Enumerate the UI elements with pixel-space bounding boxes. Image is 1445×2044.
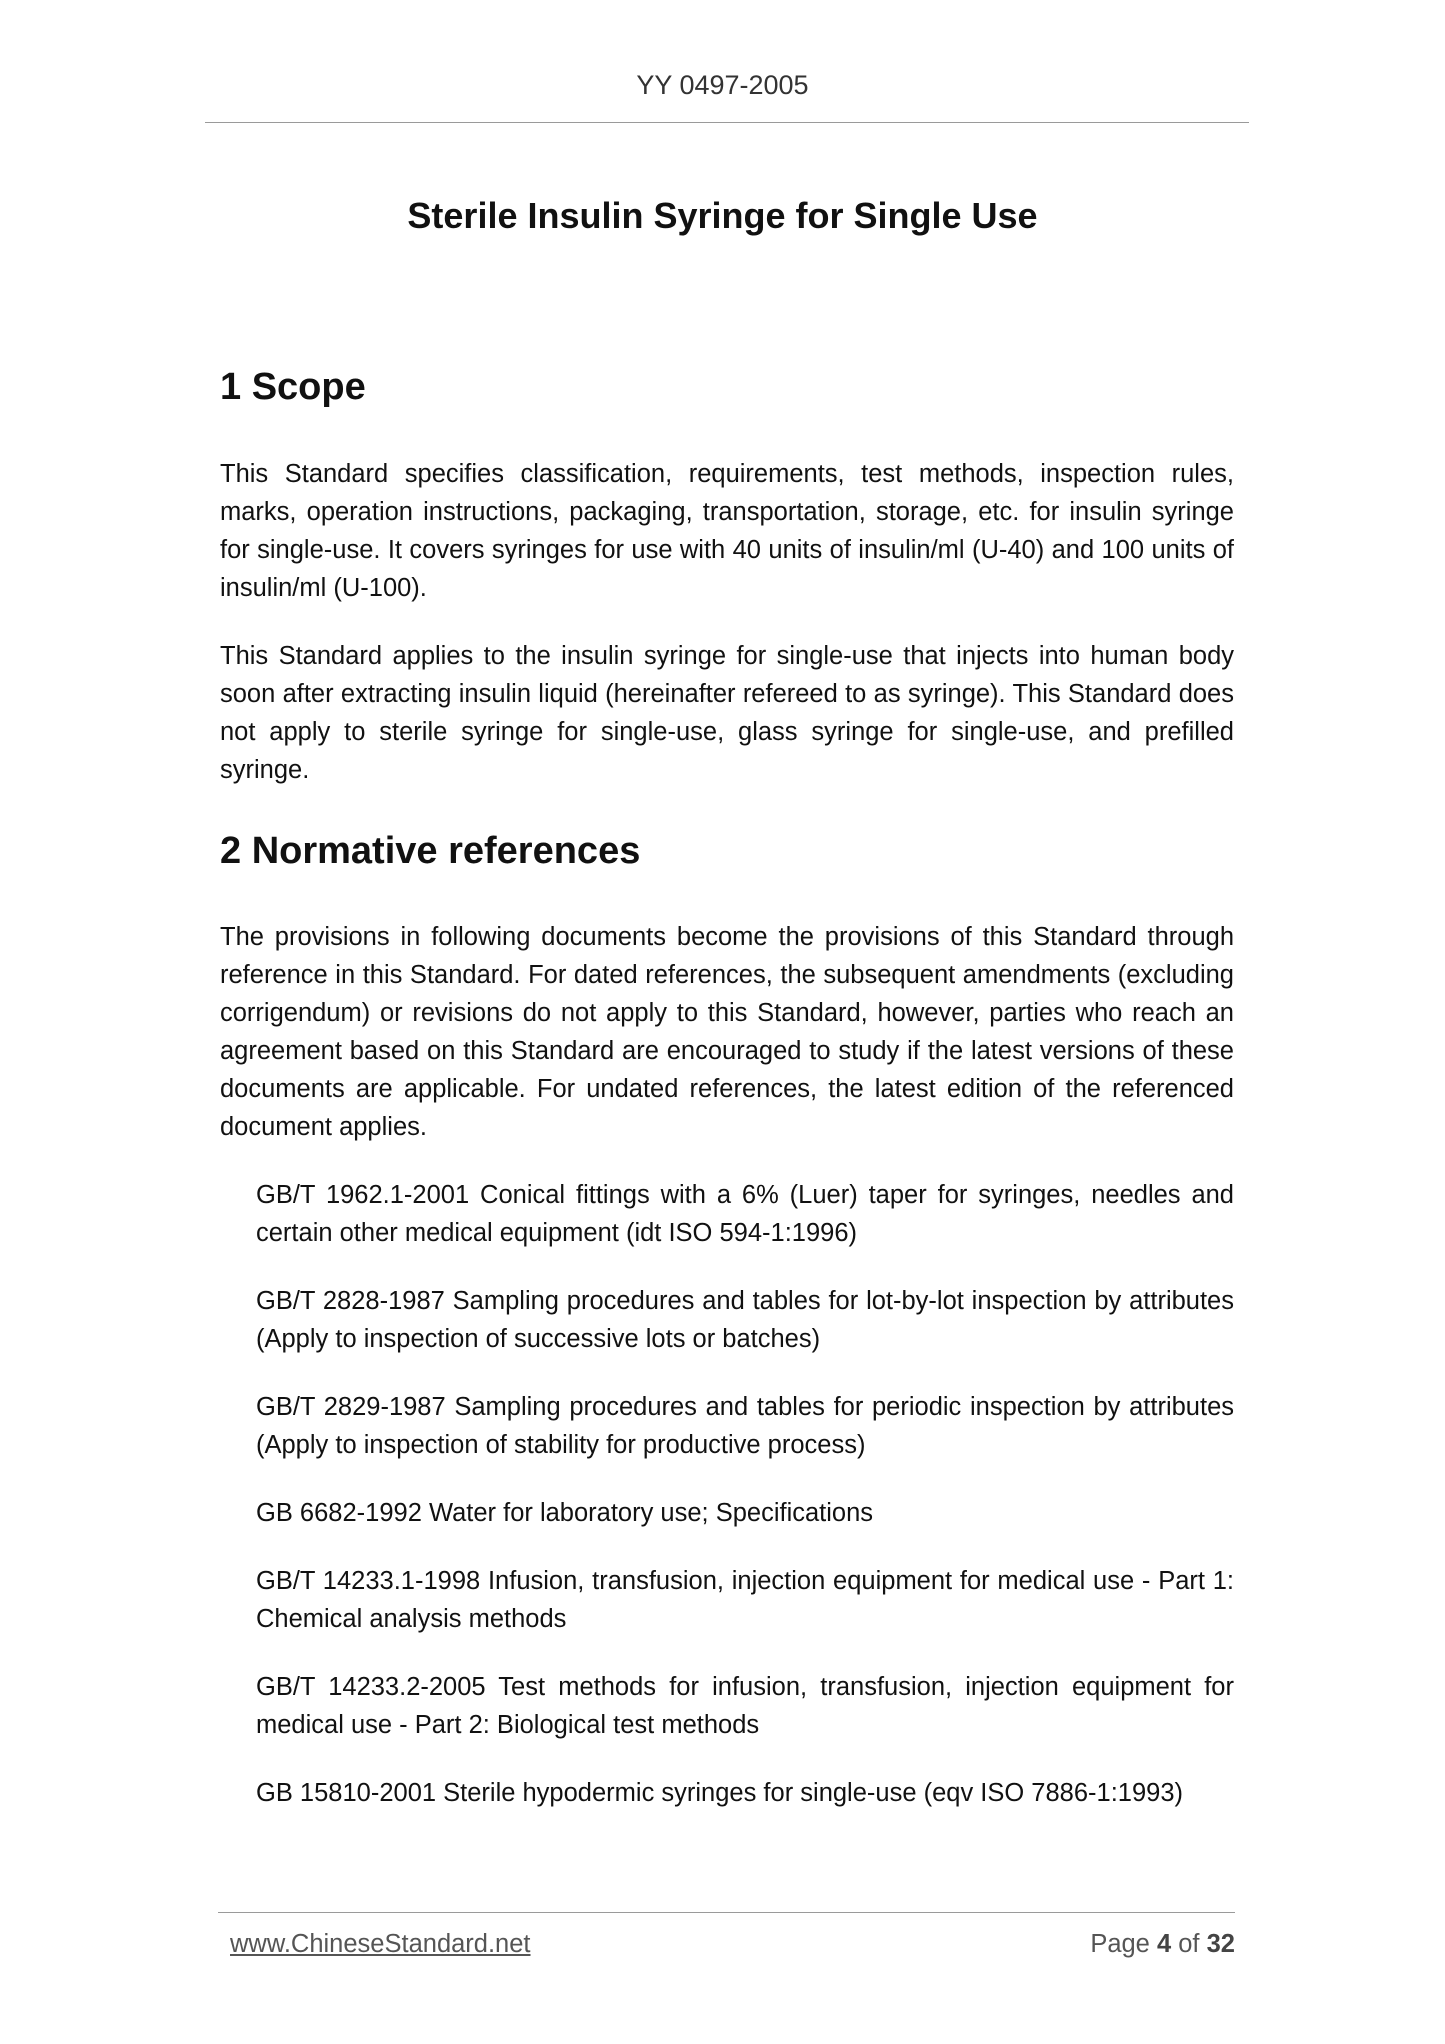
section-normative-references xyxy=(220,829,1234,1813)
reference-item: GB/T 14233.1-1998 Infusion, transfusion, injection equipment for medical use - Part 1: Chemical analysis methods xyxy=(256,1567,1234,1634)
scope-paragraph: This Standard specifies classification, requirements, test methods, inspection rules, marks, operation instructions, packaging, transportation, storage, etc. for insulin syringe for single-use. It covers syringes for use with 40 units of insulin/ml (U-40) and 100 units of insulin/ml (U-100). xyxy=(220,459,1234,602)
page-number xyxy=(1090,1930,1235,1959)
section-scope xyxy=(220,365,1234,789)
document-title: Sterile Insulin Syringe for Single Use xyxy=(407,195,1038,236)
reference-list xyxy=(220,1176,1234,1812)
references-intro-paragraph: The provisions in following documents become the provisions of this Standard through reference in this Standard. For dated references, the subsequent amendments (excluding corrigendum) or revisions do not apply to this Standard, however, parties who reach an agreement based on this Standard are encouraged to study if the latest versions of these documents are applicable. For undated references, the latest edition of the referenced document applies. xyxy=(220,923,1234,1142)
section-heading-normative-references: 2 Normative references xyxy=(220,829,641,872)
page-prefix: Page xyxy=(1090,1930,1150,1958)
page-current: 4 xyxy=(1156,1930,1172,1958)
reference-item: GB/T 2828-1987 Sampling procedures and tables for lot-by-lot inspection by attributes (Apply to inspection of successive lots or batches) xyxy=(256,1287,1234,1354)
footer-divider xyxy=(218,1912,1235,1913)
website-link[interactable]: www.ChineseStandard.net xyxy=(230,1930,531,1958)
page-total: 32 xyxy=(1206,1930,1235,1958)
reference-item: GB 6682-1992 Water for laboratory use; Specifications xyxy=(256,1499,874,1528)
page-footer xyxy=(230,1930,1235,1959)
reference-item: GB/T 1962.1-2001 Conical fittings with a 6% (Luer) taper for syringes, needles and certain other medical equipment (idt ISO 594-1:1996) xyxy=(256,1181,1234,1248)
reference-item: GB/T 14233.2-2005 Test methods for infusion, transfusion, injection equipment for medical use - Part 2: Biological test methods xyxy=(256,1673,1234,1740)
document-body xyxy=(220,365,1234,1842)
section-heading-scope: 1 Scope xyxy=(220,366,366,408)
page-of: of xyxy=(1178,1930,1200,1958)
page-header: YY 0497-2005 xyxy=(636,70,809,100)
scope-paragraph: This Standard applies to the insulin syringe for single-use that injects into human body soon after extracting insulin liquid (hereinafter refereed to as syringe). This Standard does not apply to sterile syringe for single-use, glass syringe for single-use, and prefilled syringe. xyxy=(220,641,1234,784)
reference-item: GB 15810-2001 Sterile hypodermic syringes for single-use (eqv ISO 7886-1:1993) xyxy=(256,1779,1184,1808)
header-divider xyxy=(205,122,1249,123)
reference-item: GB/T 2829-1987 Sampling procedures and tables for periodic inspection by attributes (Apply to inspection of stability for productive process) xyxy=(256,1393,1234,1460)
